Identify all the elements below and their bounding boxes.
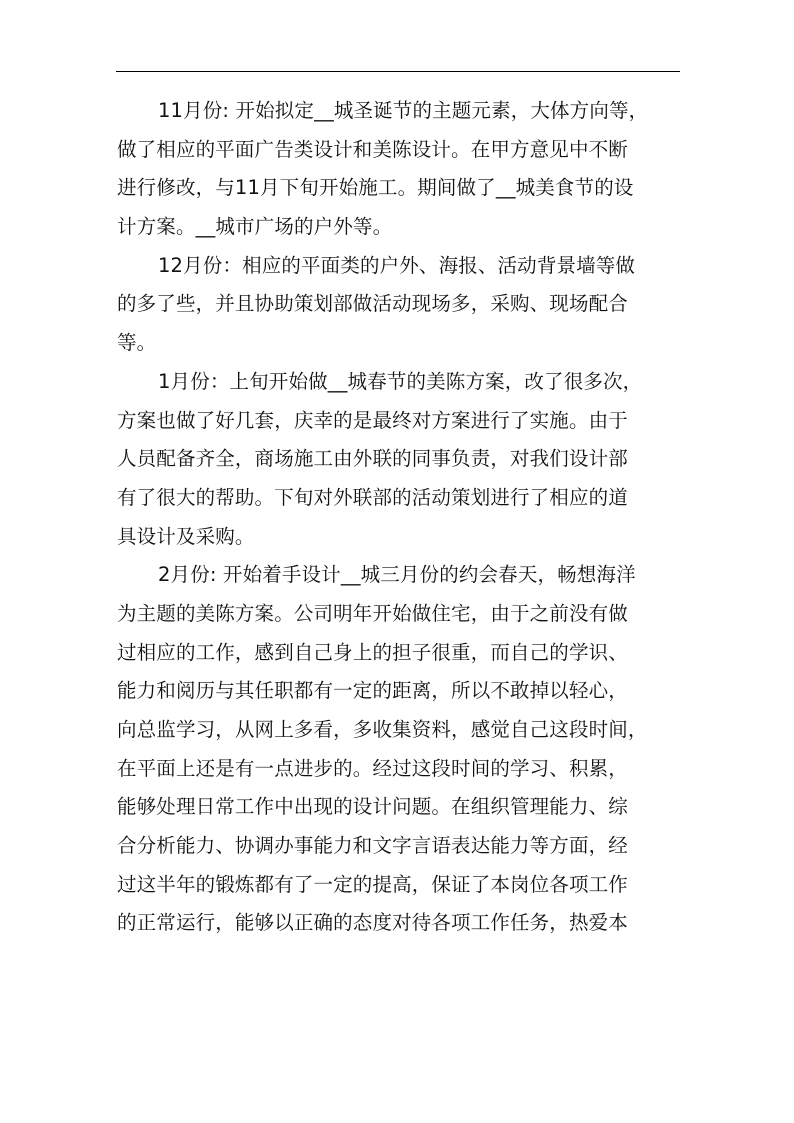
body-text [117, 92, 679, 943]
paragraph-february-line: 合分析能力、协调办事能力和文字言语表达能力等方面，经 [117, 834, 628, 858]
paragraph-january-line: 具设计及采购。 [117, 524, 255, 548]
paragraph-november-line: 计方案。__城市广场的户外等。 [117, 215, 393, 239]
paragraph-february-line: 能力和阅历与其任职都有一定的距离，所以不敢掉以轻心， [117, 679, 628, 703]
paragraph-february-line: 为主题的美陈方案。公司明年开始做住宅，由于之前没有做 [117, 601, 628, 625]
paragraph-december-line: 的多了些，并且协助策划部做活动现场多，采购、现场配合 [117, 292, 628, 316]
paragraph-february-line: 过这半年的锻炼都有了一定的提高，保证了本岗位各项工作 [117, 872, 628, 896]
paragraph-december-line: 12月份：相应的平面类的户外、海报、活动背景墙等做 [158, 253, 636, 277]
paragraph-december-line: 等。 [117, 331, 157, 355]
paragraph-february-line: 能够处理日常工作中出现的设计问题。在组织管理能力、综 [117, 795, 628, 819]
paragraph-january-line: 方案也做了好几套，庆幸的是最终对方案进行了实施。由于 [117, 408, 628, 432]
paragraph-february-line: 向总监学习，从网上多看，多收集资料，感觉自己这段时间， [117, 718, 648, 741]
header-rule [116, 71, 680, 72]
paragraph-january-line: 有了很大的帮助。下旬对外联部的活动策划进行了相应的道 [117, 485, 628, 509]
paragraph-november-line: 进行修改，与11月下旬开始施工。期间做了__城美食节的设 [117, 176, 634, 200]
paragraph-february-line: 在平面上还是有一点进步的。经过这段时间的学习、积累， [117, 756, 628, 780]
paragraph-january-line: 人员配备齐全，商场施工由外联的同事负责，对我们设计部 [117, 447, 628, 471]
paragraph-november-line: 做了相应的平面广告类设计和美陈设计。在甲方意见中不断 [117, 137, 628, 161]
paragraph-february-line: 2月份: 开始着手设计__城三月份的约会春天，畅想海洋 [158, 563, 636, 587]
paragraph-november-line: 11月份: 开始拟定__城圣诞节的主题元素，大体方向等， [158, 99, 649, 122]
paragraph-february-line: 的正常运行，能够以正确的态度对待各项工作任务，热爱本 [117, 911, 628, 935]
paragraph-january-line: 1月份：上旬开始做__城春节的美陈方案，改了很多次， [158, 369, 643, 393]
paragraph-february-line: 过相应的工作，感到自己身上的担子很重，而自己的学识、 [117, 640, 628, 664]
